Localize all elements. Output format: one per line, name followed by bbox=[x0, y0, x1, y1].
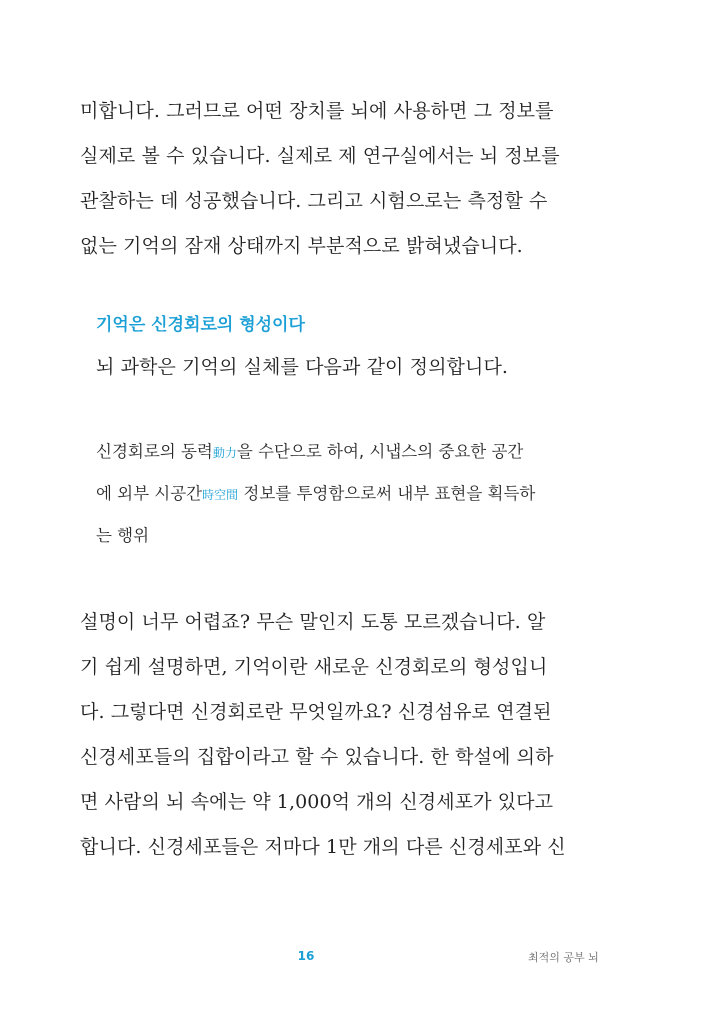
intro-sentence: 뇌 과학은 기억의 실체를 다음과 같이 정의합니다. bbox=[96, 356, 509, 378]
paragraph-line: 미합니다. 그러므로 어떤 장치를 뇌에 사용하면 그 정보를 bbox=[80, 100, 554, 122]
definition-text: 을 수단으로 하여, 시냅스의 중요한 공간 bbox=[236, 442, 524, 461]
paragraph-line: 신경세포들의 집합이라고 할 수 있습니다. 한 학설에 의하 bbox=[80, 746, 554, 768]
paragraph-line: 기 쉽게 설명하면, 기억이란 새로운 신경회로의 형성입니 bbox=[80, 656, 548, 678]
definition-text: 정보를 투영함으로써 내부 표현을 획득하 bbox=[238, 484, 536, 503]
paragraph-line: 설명이 너무 어렵죠? 무슨 말인지 도통 모르겠습니다. 알 bbox=[80, 611, 546, 633]
paragraph-line: 다. 그렇다면 신경회로란 무엇일까요? 신경섬유로 연결된 bbox=[80, 701, 552, 723]
definition-line: 는 행위 bbox=[96, 526, 150, 545]
hanja-annotation: 動力 bbox=[212, 446, 237, 460]
paragraph-line: 없는 기억의 잠재 상태까지 부분적으로 밝혀냈습니다. bbox=[80, 235, 523, 257]
section-heading: 기억은 신경회로의 형성이다 bbox=[96, 315, 305, 335]
paragraph-line: 실제로 볼 수 있습니다. 실제로 제 연구실에서는 뇌 정보를 bbox=[80, 145, 560, 167]
paragraph-line: 면 사람의 뇌 속에는 약 1,000억 개의 신경세포가 있다고 bbox=[80, 791, 554, 813]
definition-text: 신경회로의 동력 bbox=[96, 442, 213, 461]
definition-line bbox=[96, 483, 535, 506]
definition-text: 에 외부 시공간 bbox=[96, 484, 203, 503]
page-number: 16 bbox=[297, 949, 315, 963]
definition-line bbox=[96, 441, 523, 464]
hanja-annotation: 時空間 bbox=[202, 488, 239, 502]
running-title: 최적의 공부 뇌 bbox=[528, 951, 599, 964]
paragraph-line: 합니다. 신경세포들은 저마다 1만 개의 다른 신경세포와 신 bbox=[80, 836, 566, 858]
paragraph-line: 관찰하는 데 성공했습니다. 그리고 시험으로는 측정할 수 bbox=[80, 190, 548, 212]
